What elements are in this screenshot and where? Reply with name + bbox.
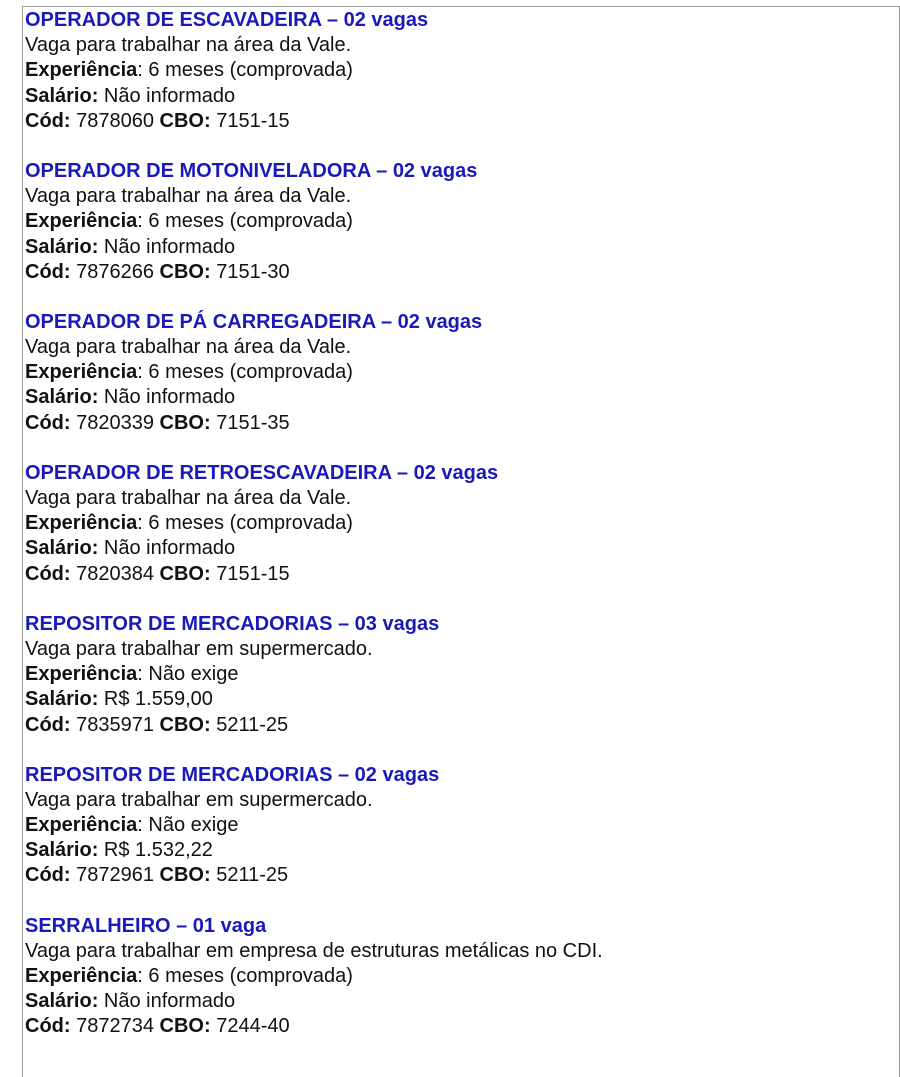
job-experience-line bbox=[25, 511, 885, 536]
job-code-line bbox=[25, 411, 885, 436]
job-title: OPERADOR DE RETROESCAVADEIRA – 02 vagas bbox=[25, 461, 499, 484]
code-label: Cód: bbox=[25, 1015, 71, 1038]
cbo-value: 7151-15 bbox=[216, 562, 290, 585]
code-value: 7820384 bbox=[76, 562, 154, 585]
job-experience-line bbox=[25, 209, 885, 234]
experience-separator: : bbox=[137, 663, 149, 686]
salary-label: Salário: bbox=[25, 839, 99, 862]
experience-separator: : bbox=[137, 814, 149, 837]
cbo-label: CBO: bbox=[159, 864, 211, 887]
job-salary-line bbox=[25, 687, 885, 712]
experience-value: 6 meses (comprovada) bbox=[148, 59, 353, 82]
salary-label: Salário: bbox=[25, 537, 99, 560]
salary-value: Não informado bbox=[103, 386, 236, 409]
job-title: REPOSITOR DE MERCADORIAS – 02 vagas bbox=[25, 763, 440, 786]
job-code-line bbox=[25, 863, 885, 888]
job-description: Vaga para trabalhar em empresa de estruturas metálicas no CDI. bbox=[25, 939, 603, 962]
job-listing bbox=[25, 159, 885, 285]
job-title: OPERADOR DE PÁ CARREGADEIRA – 02 vagas bbox=[25, 310, 483, 333]
cbo-label: CBO: bbox=[159, 713, 211, 736]
experience-value: 6 meses (comprovada) bbox=[148, 512, 353, 535]
code-label: Cód: bbox=[25, 260, 71, 283]
salary-label: Salário: bbox=[25, 688, 99, 711]
experience-label: Experiência bbox=[25, 814, 138, 837]
job-code-line bbox=[25, 1014, 885, 1039]
job-description: Vaga para trabalhar na área da Vale. bbox=[25, 185, 352, 208]
job-salary-line bbox=[25, 838, 885, 863]
code-value: 7835971 bbox=[76, 713, 154, 736]
salary-label: Salário: bbox=[25, 990, 99, 1013]
experience-value: 6 meses (comprovada) bbox=[148, 965, 353, 987]
job-description: Vaga para trabalhar na área da Vale. bbox=[25, 336, 352, 359]
experience-separator: : bbox=[137, 210, 149, 233]
salary-value: Não informado bbox=[103, 235, 236, 258]
experience-label: Experiência bbox=[25, 59, 138, 82]
job-title: OPERADOR DE MOTONIVELADORA – 02 vagas bbox=[25, 159, 478, 182]
experience-separator: : bbox=[137, 59, 149, 82]
job-listing bbox=[25, 8, 885, 134]
job-experience-line bbox=[25, 964, 885, 989]
cbo-value: 5211-25 bbox=[216, 713, 289, 736]
cbo-label: CBO: bbox=[159, 1015, 211, 1038]
experience-label: Experiência bbox=[25, 965, 138, 987]
experience-label: Experiência bbox=[25, 210, 138, 233]
salary-value: R$ 1.559,00 bbox=[103, 688, 213, 711]
salary-label: Salário: bbox=[25, 235, 99, 258]
job-salary-line bbox=[25, 989, 885, 1014]
code-value: 7872961 bbox=[76, 864, 154, 887]
job-listings bbox=[25, 8, 885, 1065]
job-title: REPOSITOR DE MERCADORIAS – 03 vagas bbox=[25, 612, 440, 635]
job-code-line bbox=[25, 713, 885, 738]
job-title: SERRALHEIRO – 01 vaga bbox=[25, 914, 267, 937]
job-experience-line bbox=[25, 813, 885, 838]
cbo-label: CBO: bbox=[159, 260, 211, 283]
job-listing bbox=[25, 763, 885, 889]
cbo-label: CBO: bbox=[159, 562, 211, 585]
cbo-value: 7151-15 bbox=[216, 109, 290, 132]
salary-value: Não informado bbox=[103, 84, 236, 107]
cbo-label: CBO: bbox=[159, 109, 211, 132]
experience-label: Experiência bbox=[25, 361, 138, 384]
job-code-line bbox=[25, 260, 885, 285]
job-description: Vaga para trabalhar na área da Vale. bbox=[25, 487, 352, 509]
job-listing bbox=[25, 612, 885, 738]
salary-value: R$ 1.532,22 bbox=[103, 839, 213, 862]
code-label: Cód: bbox=[25, 109, 71, 132]
job-listing bbox=[25, 461, 885, 587]
code-value: 7872734 bbox=[76, 1015, 154, 1038]
job-experience-line bbox=[25, 58, 885, 83]
cbo-value: 5211-25 bbox=[216, 864, 289, 887]
salary-label: Salário: bbox=[25, 84, 99, 107]
experience-separator: : bbox=[137, 512, 149, 535]
job-salary-line bbox=[25, 235, 885, 260]
job-description: Vaga para trabalhar em supermercado. bbox=[25, 788, 373, 811]
code-value: 7878060 bbox=[76, 109, 154, 132]
code-value: 7876266 bbox=[76, 260, 154, 283]
experience-value: Não exige bbox=[148, 814, 239, 837]
experience-separator: : bbox=[137, 965, 149, 987]
job-description: Vaga para trabalhar em supermercado. bbox=[25, 637, 373, 660]
job-salary-line bbox=[25, 84, 885, 109]
code-label: Cód: bbox=[25, 864, 71, 887]
job-title: OPERADOR DE ESCAVADEIRA – 02 vagas bbox=[25, 9, 429, 31]
experience-value: 6 meses (comprovada) bbox=[148, 361, 353, 384]
salary-label: Salário: bbox=[25, 386, 99, 409]
experience-separator: : bbox=[137, 361, 149, 384]
job-listing bbox=[25, 310, 885, 436]
cbo-value: 7151-30 bbox=[216, 260, 290, 283]
experience-value: Não exige bbox=[148, 663, 239, 686]
job-experience-line bbox=[25, 360, 885, 385]
job-code-line bbox=[25, 562, 885, 587]
code-value: 7820339 bbox=[76, 411, 154, 434]
salary-value: Não informado bbox=[103, 990, 236, 1013]
job-listing bbox=[25, 914, 885, 1040]
salary-value: Não informado bbox=[103, 537, 236, 560]
job-description: Vaga para trabalhar na área da Vale. bbox=[25, 34, 352, 57]
cbo-value: 7151-35 bbox=[216, 411, 290, 434]
experience-label: Experiência bbox=[25, 512, 138, 535]
code-label: Cód: bbox=[25, 562, 71, 585]
job-salary-line bbox=[25, 536, 885, 561]
experience-label: Experiência bbox=[25, 663, 138, 686]
cbo-label: CBO: bbox=[159, 411, 211, 434]
experience-value: 6 meses (comprovada) bbox=[148, 210, 353, 233]
job-salary-line bbox=[25, 385, 885, 410]
cbo-value: 7244-40 bbox=[216, 1015, 290, 1038]
code-label: Cód: bbox=[25, 713, 71, 736]
job-code-line bbox=[25, 109, 885, 134]
code-label: Cód: bbox=[25, 411, 71, 434]
job-experience-line bbox=[25, 662, 885, 687]
